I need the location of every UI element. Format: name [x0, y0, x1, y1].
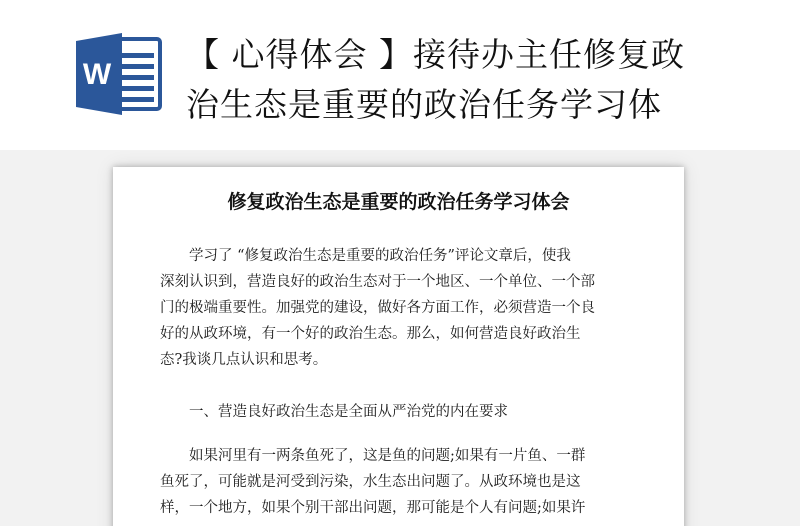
- paragraph-line: 学习了 “修复政治生态是重要的政治任务”评论文章后，使我: [160, 248, 571, 264]
- paragraph-line: 态?我谈几点认识和思考。: [160, 352, 328, 368]
- section-heading: 一、营造良好政治生态是全面从严治党的内在要求: [160, 404, 508, 420]
- paragraph-line: 好的从政环境，有一个好的政治生态。那么，如何营造良好政治生: [160, 326, 581, 342]
- paragraph-line: 样，一个地方，如果个别干部出问题，那可能是个人有问题;如果许: [160, 500, 586, 516]
- document-title: 修复政治生态是重要的政治任务学习体会: [227, 191, 570, 213]
- banner: [0, 0, 800, 150]
- paragraph-line: 如果河里有一两条鱼死了，这是鱼的问题;如果有一片鱼、一群: [160, 448, 586, 464]
- paragraph-line: 鱼死了，可能就是河受到污染，水生态出问题了。从政环境也是这: [160, 474, 581, 490]
- document-page: [113, 167, 684, 526]
- banner-title-line-1: 【 心得体会 】接待办主任修复政: [186, 35, 685, 74]
- paragraph-line: 门的极端重要性。加强党的建设，做好各方面工作，必须营造一个良: [160, 300, 595, 316]
- word-logo-letter: W: [82, 58, 112, 91]
- paragraph-line: 深刻认识到，营造良好的政治生态对于一个地区、一个单位、一个部: [160, 274, 595, 290]
- banner-title-line-2: 治生态是重要的政治任务学习体: [186, 85, 662, 124]
- word-logo-icon: [76, 33, 162, 115]
- banner-title: [186, 30, 786, 130]
